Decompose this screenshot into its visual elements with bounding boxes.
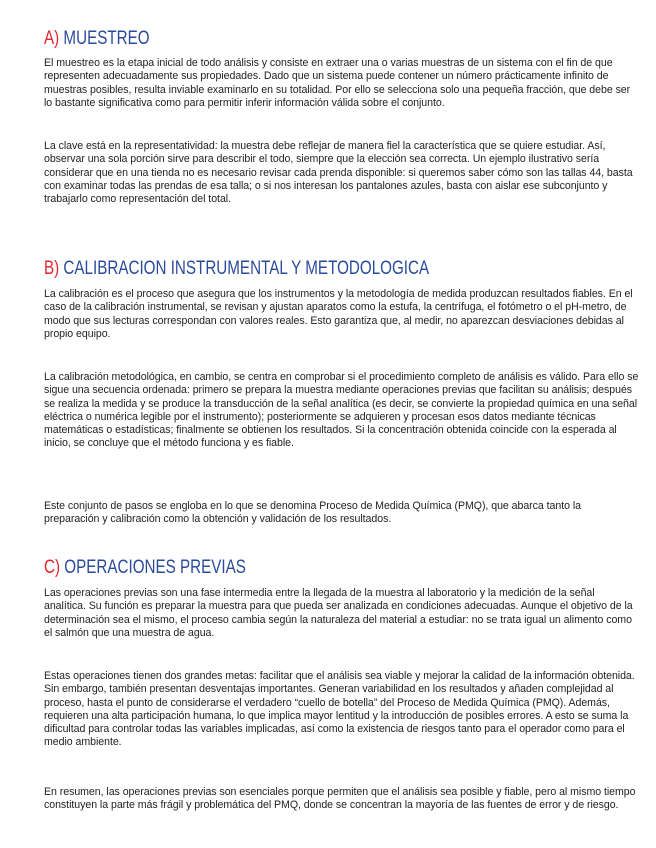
section-c-title: OPERACIONES PREVIAS <box>64 557 246 578</box>
section-a-letter: A) <box>44 28 60 49</box>
section-a-heading <box>44 28 150 50</box>
section-b-heading <box>44 258 429 280</box>
section-b-paragraph-1: La calibración es el proceso que asegura que los instrumentos y la metodología de medida produzcan resultados fiables. En el caso de la calibración instrumental, se revisan y ajustan aparatos como la estufa, la centrífuga, el fotómetro o el pH-metro, de modo que sus lecturas correspondan con valores reales. Esto garantiza que, al medir, no aparezcan desviaciones debidas al propio equipo. <box>44 288 633 340</box>
section-b-paragraph-3: Este conjunto de pasos se engloba en lo que se denomina Proceso de Medida Química (PMQ), que abarca tanto la preparación y calibración como la obtención y validación de los resultados. <box>44 500 581 526</box>
section-a-paragraph-2: La clave está en la representatividad: la muestra debe reflejar de manera fiel la característica que se quiere estudiar. Así, observar una sola porción sirve para describir el todo, siempre que la elección sea correcta. Un ejemplo ilustrativo sería considerar que en una tienda no es necesario revisar cada prenda disponible: si queremos saber cómo son las tallas 44, basta con examinar todas las prendas de esa talla; o si nos interesan los pantalones azules, basta con aislar ese subconjunto y trabajarlo como representación del total. <box>44 140 633 206</box>
section-c-paragraph-2: Estas operaciones tienen dos grandes metas: facilitar que el análisis sea viable y mejorar la calidad de la información obtenida. Sin embargo, también presentan desventajas importantes. Generan variabilidad en los resultados y añaden complejidad al proceso, hasta el punto de considerarse el verdadero “cuello de botella” del Proceso de Medida Química (PMQ). Además, requieren una alta participación humana, lo que implica mayor lentitud y la introducción de posibles errores. A esto se suma la dificultad para controlar todas las variables implicadas, así como la existencia de riesgos tanto para el operador como para el medio ambiente. <box>44 670 635 749</box>
section-b-title: CALIBRACION INSTRUMENTAL Y METODOLOGICA <box>63 258 430 279</box>
section-a-title: MUESTREO <box>63 28 150 49</box>
section-c-paragraph-3: En resumen, las operaciones previas son esenciales porque permiten que el análisis sea posible y fiable, pero al mismo tiempo constituyen la parte más frágil y problemática del PMQ, donde se concentran la mayoría de las fuentes de error y de riesgo. <box>44 786 636 812</box>
section-c-heading <box>44 557 246 579</box>
section-c-paragraph-1: Las operaciones previas son una fase intermedia entre la llegada de la muestra al laboratorio y la medición de la señal analítica. Su función es preparar la muestra para que pueda ser analizada en condiciones adecuadas. Aunque el objetivo de la determinación sea el mismo, el proceso cambia según la naturaleza del material a estudiar: no se trata igual un alimento como el salmón que una muestra de agua. <box>44 587 633 639</box>
section-b-paragraph-2: La calibración metodológica, en cambio, se centra en comprobar si el procedimiento completo de análisis es válido. Para ello se sigue una secuencia ordenada: primero se prepara la muestra mediante operaciones previas que facilitan su análisis; después se realiza la medida y se produce la transducción de la señal analítica (es decir, se convierte la propiedad química en una señal eléctrica o numérica legible por el instrumento); posteriormente se adquieren y procesan esos datos mediante técnicas matemáticas o estadísticas; finalmente se obtienen los resultados. Si la concentración obtenida coincide con la esperada al inicio, se concluye que el método funciona y es fiable. <box>44 371 639 450</box>
section-a-paragraph-1: El muestreo es la etapa inicial de todo análisis y consiste en extraer una o varias muestras de un sistema con el fin de que representen adecuadamente sus propiedades. Dado que un sistema puede contener un número prácticamente infinito de muestras posibles, resulta inviable examinarlo en su totalidad. Por ello se selecciona solo una pequeña fracción, que debe ser lo bastante significativa como para permitir inferir información válida sobre el conjunto. <box>44 57 631 109</box>
section-b-letter: B) <box>44 258 60 279</box>
section-c-letter: C) <box>44 557 61 578</box>
